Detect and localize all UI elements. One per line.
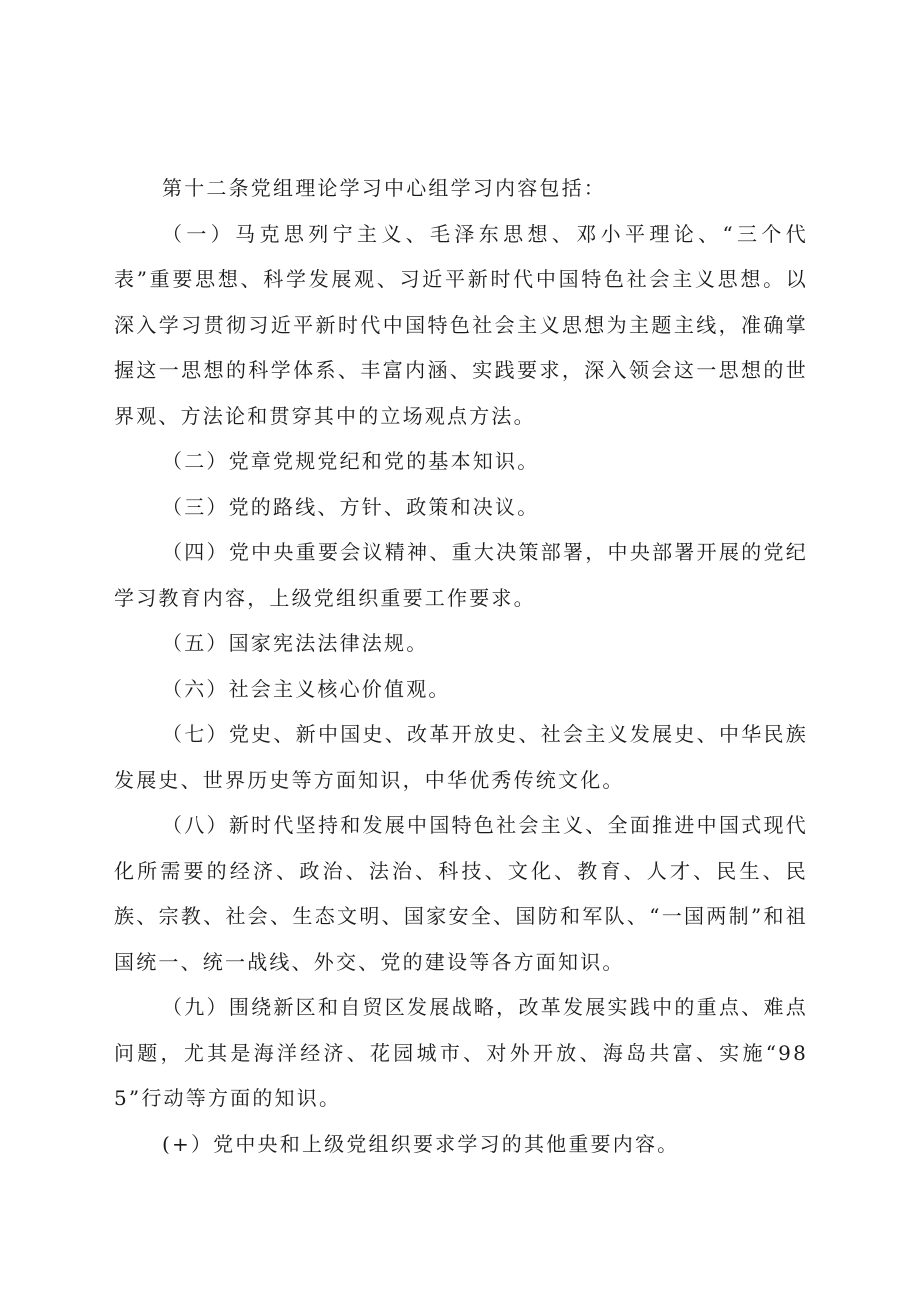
content-item-6: （六）社会主义核心价值观。	[162, 676, 451, 701]
content-item-7: （七）党史、新中国史、改革开放史、社会主义发展史、中华民族发展史、世界历史等方面知识，中华优秀传统文化。	[114, 722, 808, 792]
content-item-8: （八）新时代坚持和发展中国特色社会主义、全面推进中国式现代化所需要的经济、政治、法治、科技、文化、教育、人才、民生、民族、宗教、社会、生态文明、国家安全、国防和军队、“一国两制”和祖国统一、统一战线、外交、党的建设等各方面知识。	[114, 813, 808, 974]
content-item-5: （五）国家宪法法律法规。	[162, 631, 429, 655]
content-item-10: (+）党中央和上级党组织要求学习的其他重要内容。	[162, 1131, 680, 1156]
article-12-heading: 第十二条党组理论学习中心组学习内容包括：	[162, 176, 606, 200]
content-item-4: （四）党中央重要会议精神、重大决策部署，中央部署开展的党纪学习教育内容，上级党组织重要工作要求。	[114, 540, 808, 610]
content-item-2: （二）党章党规党纪和党的基本知识。	[162, 449, 540, 473]
content-item-9: （九）围绕新区和自贸区发展战略，改革发展实践中的重点、难点问题，尤其是海洋经济、花园城市、对外开放、海岛共富、实施“985”行动等方面的知识。	[114, 995, 808, 1110]
content-item-3: （三）党的路线、方针、政策和决议。	[162, 494, 540, 519]
content-item-1: （一）马克思列宁主义、毛泽东思想、邓小平理论、“三个代表”重要思想、科学发展观、习近平新时代中国特色社会主义思想。以深入学习贯彻习近平新时代中国特色社会主义思想为主题主线，准确掌握这一思想的科学体系、丰富内涵、实践要求，深入领会这一思想的世界观、方法论和贯穿其中的立场观点方法。	[114, 221, 808, 428]
document-body	[114, 166, 808, 1167]
